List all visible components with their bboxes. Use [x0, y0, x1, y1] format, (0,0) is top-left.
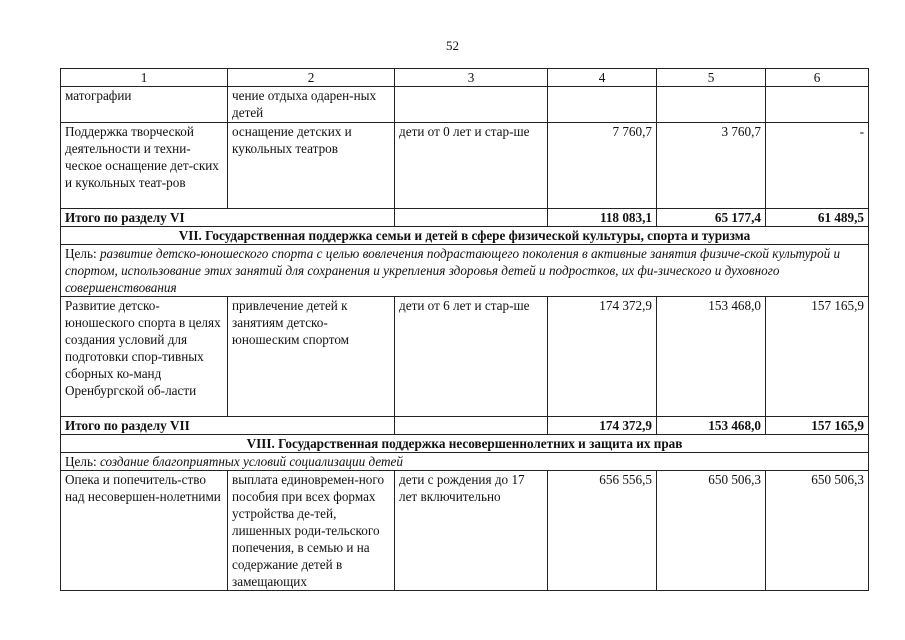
total-value: 174 372,9 [548, 417, 657, 435]
measure-cell: Опека и попечитель-ство над несовершен-нолетними [61, 471, 228, 591]
value-cell: 3 760,7 [657, 123, 766, 209]
table-row [61, 87, 869, 123]
content-cell: выплата единовремен-ного пособия при всех формах устройства де-тей, лишенных роди-тельского попечения, в семью и на содержание детей в замещающих [228, 471, 395, 591]
table-row [61, 297, 869, 417]
value-cell: 656 556,5 [548, 471, 657, 591]
value-cell [657, 87, 766, 123]
content-cell: чение отдыха одарен-ных детей [228, 87, 395, 123]
measure-cell: Развитие детско-юношеского спорта в целях создания условий для подготовки спор-тивных сборных ко-манд Оренбургской об-ласти [61, 297, 228, 417]
goal-row [61, 453, 869, 471]
total-value: 153 468,0 [657, 417, 766, 435]
column-header-2: 2 [228, 69, 395, 87]
column-header-6: 6 [766, 69, 869, 87]
category-cell: дети от 0 лет и стар-ше [395, 123, 548, 209]
column-header-5: 5 [657, 69, 766, 87]
goal-row [61, 245, 869, 297]
total-value: 118 083,1 [548, 209, 657, 227]
value-cell: 174 372,9 [548, 297, 657, 417]
section-title-row [61, 227, 869, 245]
value-cell: 650 506,3 [657, 471, 766, 591]
column-header-3: 3 [395, 69, 548, 87]
table-row [61, 123, 869, 209]
value-cell [766, 87, 869, 123]
category-cell: дети от 6 лет и стар-ше [395, 297, 548, 417]
value-cell: - [766, 123, 869, 209]
page-number: 52 [446, 38, 459, 53]
column-header-4: 4 [548, 69, 657, 87]
total-row [61, 209, 869, 227]
total-label: Итого по разделу VII [61, 417, 395, 435]
category-cell [395, 87, 548, 123]
program-table [60, 68, 869, 591]
category-cell: дети с рождения до 17 лет включительно [395, 471, 548, 591]
total-row [61, 417, 869, 435]
column-header-row [61, 69, 869, 87]
section-title: VIII. Государственная поддержка несовершеннолетних и защита их прав [61, 435, 869, 453]
value-cell: 157 165,9 [766, 297, 869, 417]
value-cell: 153 468,0 [657, 297, 766, 417]
category-cell [395, 209, 548, 227]
content-cell: привлечение детей к занятиям детско-юношеским спортом [228, 297, 395, 417]
total-value: 157 165,9 [766, 417, 869, 435]
goal-label: Цель: [65, 454, 97, 469]
value-cell: 650 506,3 [766, 471, 869, 591]
content-cell: оснащение детских и кукольных театров [228, 123, 395, 209]
total-value: 65 177,4 [657, 209, 766, 227]
total-value: 61 489,5 [766, 209, 869, 227]
table-row [61, 471, 869, 591]
goal-text: создание благоприятных условий социализации детей [99, 454, 403, 469]
section-title-row [61, 435, 869, 453]
measure-cell: матографии [61, 87, 228, 123]
goal-text: развитие детско-юношеского спорта с целью вовлечения подрастающего поколения в активные занятия физиче-ской культурой и спортом, использование этих занятий для сохранения и укрепления здоровья детей и подростков, их фи-зического и духовного совершенствования [65, 246, 841, 295]
section-title: VII. Государственная поддержка семьи и детей в сфере физической культуры, спорта и туризма [61, 227, 869, 245]
goal-cell [61, 453, 869, 471]
measure-cell: Поддержка творческой деятельности и техни-ческое оснащение дет-ских и кукольных теат-ров [61, 123, 228, 209]
value-cell [548, 87, 657, 123]
goal-label: Цель: [65, 246, 97, 261]
goal-cell [61, 245, 869, 297]
category-cell [395, 417, 548, 435]
value-cell: 7 760,7 [548, 123, 657, 209]
column-header-1: 1 [61, 69, 228, 87]
total-label: Итого по разделу VI [61, 209, 395, 227]
